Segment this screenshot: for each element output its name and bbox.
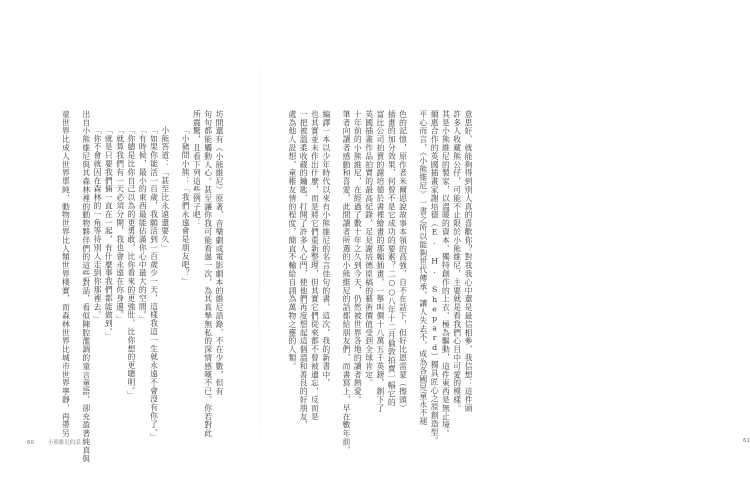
text-line: 爾惠合作的英國插畫家謝培德（E. H. Shepard）獨具匠心之原創造型。 (430, 110, 440, 445)
text-line: 富比公司拍賣的謝培德於書裡繪畫的那幅插畫，一舉叫價十八萬五千英鎊，創下了 (375, 110, 385, 413)
right-page (260, 0, 750, 500)
left-folio (27, 438, 81, 446)
page-number: 60 (27, 440, 34, 446)
text-line: 平心而言，《小熊維尼》一書之所以能夠世代傳承，讓人失去不，成為各國兒童永不褪 (418, 110, 428, 426)
text-line: 句句都能觸動人心。甚至讓你我可能看過一次，為其真摯無私的深情感嘆不已。你若對此 (203, 110, 213, 438)
text-line: 童世界比成人世界單純，動物世界比人類世界樸實，而森林世界比城市世界寧靜，再帶另 (61, 110, 71, 438)
text-line: 英國插畫作品拍賣的最高紀錄，足見謝培德原稿的藝術價值受到全球肯定。 (364, 110, 374, 388)
text-line: 所震驚，且看下列這些例子吧： (192, 110, 202, 228)
text-line: 坊間還有《小熊維尼》原著，音樂劇或電影劇本的維尼語錄，不在少數，但有 (215, 110, 224, 396)
quote-line: 「如果你能活一百歲，我願活到一百歲少一天，這樣我這一生就永遠不會沒有你了。」 (149, 125, 159, 441)
right-page-text (287, 110, 474, 455)
page-number: 61 (743, 438, 750, 444)
text-line: 其是小熊維尼的製家，以溫暖的資本、獨特創作的上衣、極為驅動，這件東西是無止境。 (441, 110, 451, 438)
quote-line: 「就是只要我們倆一直在一起，有什麼事我們都能做到。」 (104, 125, 114, 341)
quote-line: 「你總是比你自己以為的更勇敢，比你看來的更強壯，比你想的更聰明。」 (126, 125, 136, 399)
text-line: 意思好，就能夠得到別人真的喜歡你？對我我心中還是最信相參，我信想：這件頭 (464, 110, 473, 413)
text-line: 筆者向讀者感動和喜愛，此間讀者所選的小熊維尼的話都給朋友們，而書寫上，早在數年前， (342, 110, 352, 455)
text-line: 也其實並未作出什麼，而是將它們重新整理，但其實它們從來都不曾被遺忘，反而是 (310, 110, 320, 421)
quote-line: 「有時候，最小的東西最能佔滿你心中最大的空間。」 (138, 125, 148, 324)
text-line: 許多人收藏熊公仔，可能不止限於小熊維尼，主要就是看我們心目中可愛的模樣。 (452, 110, 462, 413)
text-line: 一把被溫柔收藏的鑰匙，打開了許多人心門，使他們再度想起這個溫和善良的好朋友， (299, 110, 309, 430)
quote-line: 「小豬問小熊：「我們永遠會是朋友吧？」 (181, 125, 191, 286)
left-page (0, 0, 260, 500)
quote-line: 小熊答道：「甚至比永遠還要久」 (160, 125, 170, 252)
text-line: 處為他人設想，童稚友情的程度，簡直不輸給自詡為萬物之靈的人類。 (287, 110, 297, 371)
right-folio (743, 438, 750, 444)
text-line: 色的記憶，原作者米爾恩說故事本領的高強，自不在話下，但好比恩雷蒙（擦頭） (398, 110, 408, 413)
text-line: 插畫的加分效果，何曾不是它成功的要素？二○○八年十二月倫敦拍賣一幅它的 (387, 110, 397, 407)
quote-line: 「你不會就因在森林的一角等待別人走到你那裡去。」 (93, 125, 103, 324)
running-title: 小熊維尼的話 (47, 440, 81, 446)
quote-line: 「就算我們有一天必須分開，我也會永遠在你身邊。」 (115, 125, 125, 324)
text-line: 十年前的小熊維尼，在經過了數十年之久到今天，仍然被世界各地的讀者熱愛。 (353, 110, 363, 404)
text-line: 編譯一本以少年時代以來有小熊維尼的名言佳句的書，這次，我的新書中， (321, 110, 331, 388)
text-line: 出自小熊維尼與其森林裡的動物夥伴們的這些對話，看似陳腔濫調的童言童語，卻充盈著純真與 (81, 110, 91, 463)
